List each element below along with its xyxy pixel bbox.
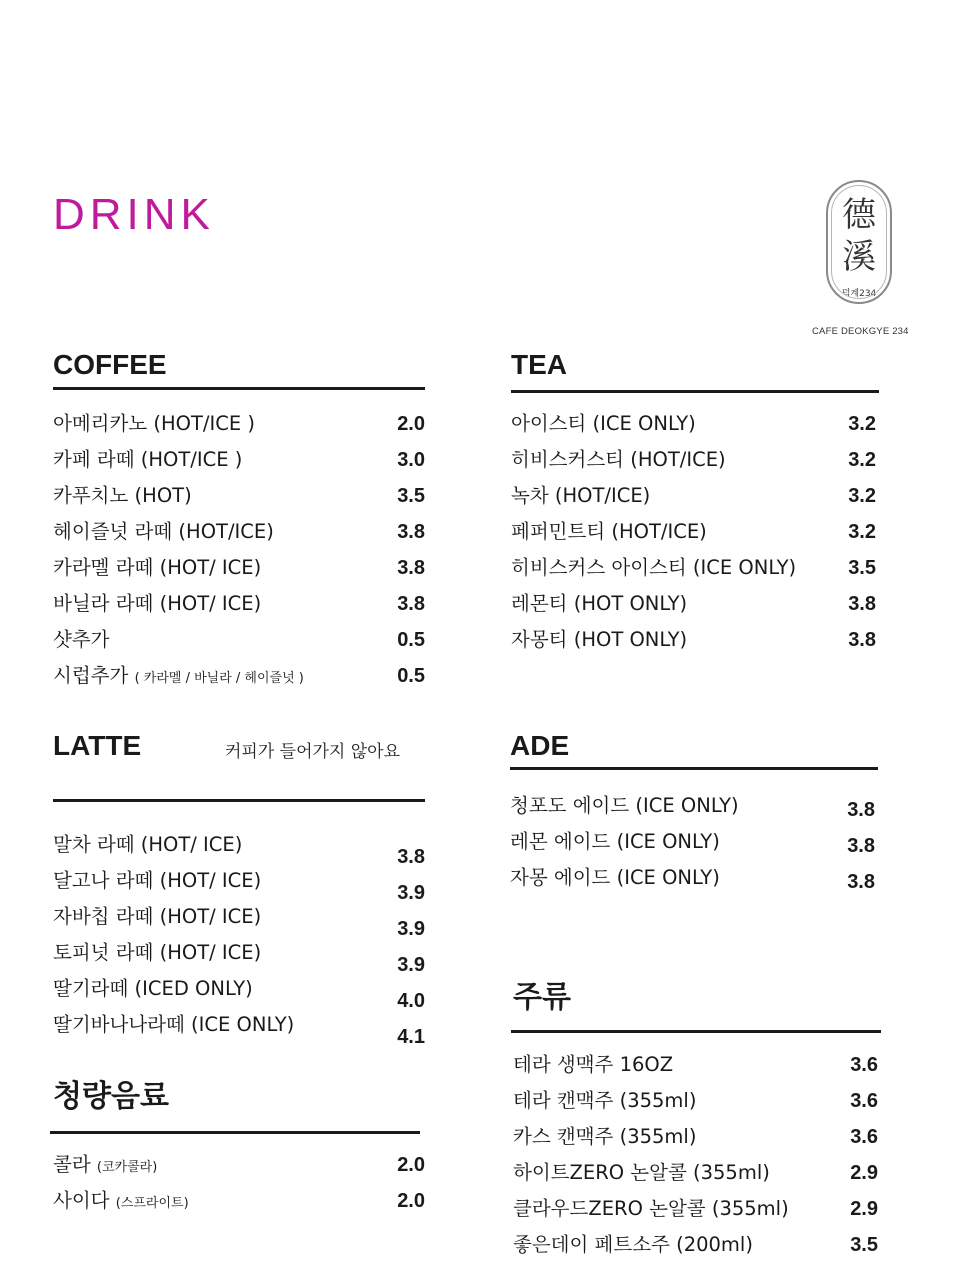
latte-title: LATTE	[53, 730, 142, 761]
logo-hanja-deok: 德	[842, 195, 876, 235]
item-price: 3.9	[397, 882, 425, 904]
item-name	[53, 662, 304, 693]
menu-item	[510, 828, 875, 864]
item-name: 샷추가	[53, 628, 110, 651]
item-name: 카라멜 라떼 (HOT/ ICE)	[53, 556, 262, 579]
menu-item	[513, 1123, 878, 1159]
item-name: 클라우드ZERO 논알콜 (355ml)	[513, 1197, 789, 1220]
item-price: 3.8	[848, 593, 876, 615]
menu-item	[511, 518, 876, 554]
item-price: 0.5	[397, 665, 425, 687]
menu-item	[53, 518, 425, 554]
item-name: 레몬 에이드 (ICE ONLY)	[510, 830, 720, 853]
item-name: 카푸치노 (HOT)	[53, 484, 192, 507]
item-price: 3.0	[397, 449, 425, 471]
item-name: 좋은데이 페트소주 (200ml)	[513, 1233, 753, 1256]
item-name-main: 시럽추가	[53, 664, 129, 687]
soft-drinks-divider	[50, 1131, 420, 1134]
item-name-main: 사이다	[53, 1189, 110, 1212]
menu-item	[511, 626, 876, 662]
item-name: 토피넛 라떼 (HOT/ ICE)	[53, 941, 262, 964]
item-name: 테라 생맥주 16OZ	[513, 1053, 674, 1076]
item-price: 3.9	[397, 918, 425, 940]
soft-drinks-title: 청량음료	[53, 1079, 169, 1114]
menu-item	[53, 903, 425, 939]
alcohol-title: 주류	[513, 980, 571, 1015]
item-price: 2.0	[397, 413, 425, 435]
alcohol-divider	[511, 1030, 881, 1033]
item-price: 3.2	[848, 485, 876, 507]
item-price: 3.5	[850, 1234, 878, 1256]
ade-title: ADE	[510, 730, 570, 761]
item-name: 히비스커스티 (HOT/ICE)	[511, 448, 726, 471]
alcohol-section	[513, 980, 878, 1265]
page-title: DRINK	[53, 190, 215, 239]
item-name: 하이트ZERO 논알콜 (355ml)	[513, 1161, 770, 1184]
tea-title: TEA	[511, 349, 567, 380]
menu-item	[53, 831, 425, 867]
tea-divider	[511, 390, 879, 393]
item-name: 히비스커스 아이스티 (ICE ONLY)	[511, 556, 797, 579]
item-name: 카스 캔맥주 (355ml)	[513, 1125, 697, 1148]
menu-item	[53, 1011, 425, 1047]
item-price: 4.0	[397, 990, 425, 1012]
coffee-section	[53, 348, 425, 688]
item-price: 2.0	[397, 1154, 425, 1176]
item-name: 아이스티 (ICE ONLY)	[511, 412, 696, 435]
menu-item	[513, 1231, 878, 1267]
menu-item	[511, 482, 876, 518]
cafe-logo	[812, 178, 908, 344]
menu-item	[53, 446, 425, 482]
menu-item	[513, 1051, 878, 1087]
item-name: 딸기바나나라떼 (ICE ONLY)	[53, 1013, 295, 1036]
item-price: 2.0	[397, 1190, 425, 1212]
menu-item	[511, 446, 876, 482]
menu-item	[510, 864, 875, 900]
logo-caption: CAFE DEOKGYE 234	[812, 326, 909, 337]
item-name-sub: ( 카라멜 / 바닐라 / 헤이즐넛 )	[134, 671, 304, 686]
ade-divider	[510, 767, 878, 770]
item-name: 딸기라떼 (ICED ONLY)	[53, 977, 253, 1000]
item-name: 바닐라 라떼 (HOT/ ICE)	[53, 592, 262, 615]
item-name: 헤이즐넛 라떼 (HOT/ICE)	[53, 520, 274, 543]
item-price: 3.5	[848, 557, 876, 579]
item-price: 3.8	[847, 835, 875, 857]
item-name: 말차 라떼 (HOT/ ICE)	[53, 833, 243, 856]
item-price: 4.1	[397, 1026, 425, 1048]
item-name: 테라 캔맥주 (355ml)	[513, 1089, 697, 1112]
menu-item	[513, 1159, 878, 1195]
item-name: 자몽티 (HOT ONLY)	[511, 628, 688, 651]
menu-item	[53, 975, 425, 1011]
item-price: 3.6	[850, 1126, 878, 1148]
item-price: 3.2	[848, 413, 876, 435]
item-price: 3.8	[397, 521, 425, 543]
menu-item	[53, 1151, 425, 1187]
tea-section	[511, 348, 876, 658]
item-name	[53, 1151, 157, 1182]
item-name: 아메리카노 (HOT/ICE )	[53, 412, 255, 435]
item-name	[53, 1187, 189, 1218]
menu-item	[511, 410, 876, 446]
latte-note: 커피가 들어가지 않아요	[225, 742, 401, 762]
item-price: 3.5	[397, 485, 425, 507]
menu-item	[53, 410, 425, 446]
menu-item	[53, 867, 425, 903]
ade-section	[510, 729, 875, 899]
item-price: 3.8	[397, 557, 425, 579]
menu-item	[513, 1195, 878, 1231]
logo-hanja-gye: 溪	[842, 237, 876, 277]
item-price: 2.9	[850, 1162, 878, 1184]
item-name-sub: (스프라이트)	[115, 1196, 189, 1211]
item-price: 3.2	[848, 449, 876, 471]
menu-item	[53, 482, 425, 518]
item-price: 3.8	[847, 871, 875, 893]
menu-item	[513, 1087, 878, 1123]
item-name: 자바칩 라떼 (HOT/ ICE)	[53, 905, 262, 928]
logo-badge	[826, 180, 892, 304]
item-name-sub: (코카콜라)	[96, 1160, 158, 1175]
item-price: 3.8	[397, 846, 425, 868]
item-price: 3.9	[397, 954, 425, 976]
logo-small-text: 덕계234	[841, 289, 877, 299]
menu-item	[53, 662, 425, 698]
soft-drinks-section	[53, 1079, 425, 1219]
item-name: 카페 라떼 (HOT/ICE )	[53, 448, 243, 471]
item-name: 청포도 에이드 (ICE ONLY)	[510, 794, 739, 817]
latte-section	[53, 729, 425, 1059]
latte-divider	[53, 799, 425, 802]
item-name: 페퍼민트티 (HOT/ICE)	[511, 520, 707, 543]
menu-item	[53, 1187, 425, 1223]
item-price: 0.5	[397, 629, 425, 651]
coffee-title: COFFEE	[53, 349, 167, 380]
menu-item	[511, 554, 876, 590]
item-price: 3.8	[848, 629, 876, 651]
item-name: 달고나 라떼 (HOT/ ICE)	[53, 869, 262, 892]
item-name: 녹차 (HOT/ICE)	[511, 484, 651, 507]
item-name: 자몽 에이드 (ICE ONLY)	[510, 866, 720, 889]
item-name: 레몬티 (HOT ONLY)	[511, 592, 688, 615]
menu-item	[53, 626, 425, 662]
menu-item	[53, 590, 425, 626]
item-price: 3.8	[397, 593, 425, 615]
coffee-divider	[53, 387, 425, 390]
item-price: 3.6	[850, 1090, 878, 1112]
menu-item	[511, 590, 876, 626]
menu-item	[510, 792, 875, 828]
item-name-main: 콜라	[53, 1153, 91, 1176]
item-price: 3.8	[847, 799, 875, 821]
menu-item	[53, 939, 425, 975]
item-price: 3.6	[850, 1054, 878, 1076]
item-price: 3.2	[848, 521, 876, 543]
item-price: 2.9	[850, 1198, 878, 1220]
menu-item	[53, 554, 425, 590]
